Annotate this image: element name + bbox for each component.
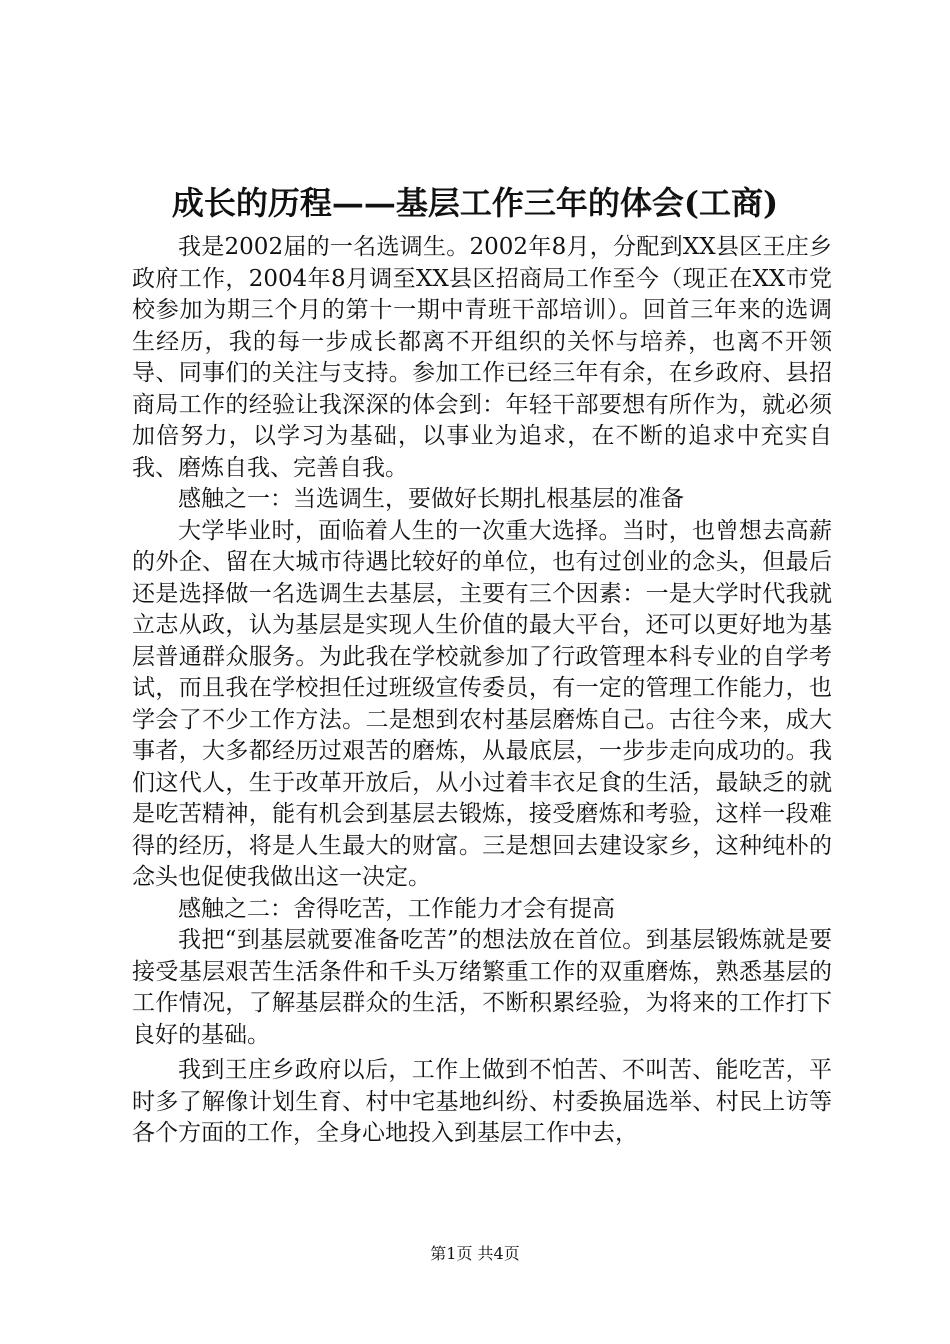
paragraph-section-1: 大学毕业时，面临着人生的一次重大选择。当时，也曾想去高薪的外企、留在大城市待遇比较好的单位，也有过创业的念头，但最后还是选择做一名选调生去基层，主要有三个因素：一是大学时代我就立志从政，认为基层是实现人生价值的最大平台，还可以更好地为基层普通群众服务。为此我在学校就参加了行政管理本科专业的自学考试，而且我在学校担任过班级宣传委员，有一定的管理工作能力，也学会了不少工作方法。二是想到农村基层磨炼自己。古往今来，成大事者，大多都经历过艰苦的磨炼，从最底层，一步步走向成功的。我们这代人，生于改革开放后，从小过着丰衣足食的生活，最缺乏的就是吃苦精神，能有机会到基层去锻炼，接受磨炼和考验，这样一段难得的经历，将是人生最大的财富。三是想回去建设家乡，这种纯朴的念头也促使我做出这一决定。	[132, 517, 832, 890]
paragraph-section-2: 我把“到基层就要准备吃苦”的想法放在首位。到基层锻炼就是要接受基层艰苦生活条件和千头万绪繁重工作的双重磨炼，熟悉基层的工作情况，了解基层群众的生活，不断积累经验，为将来的工作打下良好的基础。	[132, 927, 832, 1048]
section-heading-1: 感触之一：当选调生，要做好长期扎根基层的准备	[178, 486, 684, 512]
page-footer: 第1页 共4页	[430, 1244, 520, 1263]
paragraph-intro: 我是2002届的一名选调生。2002年8月，分配到XX县区王庄乡政府工作，2004年8月调至XX县区招商局工作至今（现正在XX市党校参加为期三个月的第十一期中青班干部培训）。回首三年来的选调生经历，我的每一步成长都离不开组织的关怀与培养，也离不开领导、同事们的关注与支持。参加工作已经三年有余，在乡政府、县招商局工作的经验让我深深的体会到：年轻干部要想有所作为，就必须加倍努力，以学习为基础，以事业为追求，在不断的追求中充实自我、磨炼自我、完善自我。	[132, 234, 832, 481]
section-heading-2: 感触之二：舍得吃苦，工作能力才会有提高	[178, 895, 615, 922]
document-body	[132, 232, 832, 1150]
paragraph-section-2-continued: 我到王庄乡政府以后，工作上做到不怕苦、不叫苦、能吃苦，平时多了解像计划生育、村中宅基地纠纷、村委换届选举、村民上访等各个方面的工作，全身心地投入到基层工作中去，	[132, 1057, 832, 1146]
document-title: 成长的历程——基层工作三年的体会(工商)	[171, 184, 779, 222]
